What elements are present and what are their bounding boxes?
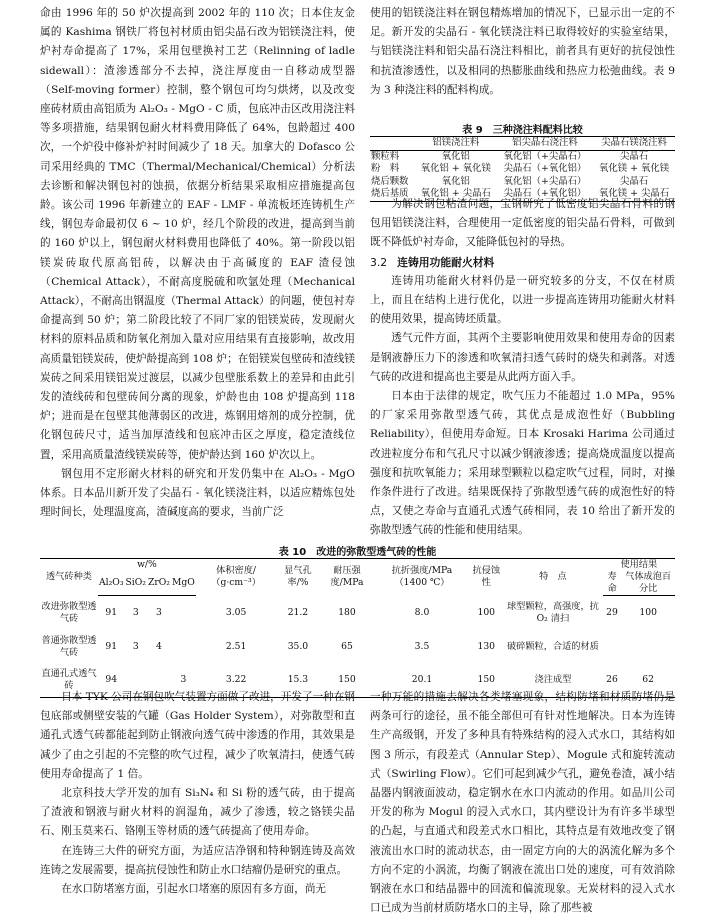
table-cell: 氧化镁 + 氧化镁 [599, 163, 670, 175]
table-header-cell: 耐压强度/MPa [330, 565, 364, 589]
table-cell: 3 [132, 606, 139, 618]
table-cell: 氧化镁 + 尖晶石 [599, 188, 670, 200]
table-cell: 94 [105, 674, 118, 686]
paragraph: 日本由于法律的规定，吹气压力不能超过 1.0 MPa，95% 的厂家采用弥散型透气砖，其优点是成泡性好（Bubbling Reliability），但使用寿命短。日本 Krosaki Harima 公司通过改进粒度分布和气孔尺寸以减少钢液渗透；提高烧成温度以提高强度和抗吹氧能力；采用球型颗粒以稳定吹气过程，同时，对操作条件进行了改进。结果既保持了弥散型透气砖的成泡性好的特点，又使之寿命与直通孔式透气砖相同，表 10 给出了新开发的弥散型透气砖的性能和使用结果。 [370, 390, 675, 537]
table-cell: 氧化铝 [441, 150, 470, 162]
table-cell: 20.1 [411, 674, 433, 686]
table-cell: 3.05 [225, 606, 247, 618]
table-row [370, 163, 675, 176]
table-header-cell: 透气砖种类 [46, 571, 92, 583]
table-cell [171, 596, 196, 630]
table-header-cell: 使用结果 [620, 559, 658, 570]
paragraph: 命由 1996 年的 50 炉次提高到 2002 年的 110 次；日本住友金属的 Kashima 钢铁厂将包衬材质由铝尖晶石改为铝镁浇注料，使炉衬寿命提高了 17%，采用包壁换衬工艺（Relinning of ladle sidewall）：渣渗透部分不去掉，浇注厚度由一自移动成型器（Self-moving former）控制，整个钢包可均匀烘烤，以及改变座砖材质由高铝质为 Al₂O₃ - MgO - C 质，包底冲击区改用浇注料等多项措施，结果钢包耐火材料费用降低了 64%，包龄超过 400 次，一个炉役中修补炉衬时间减少了 18 天。加拿大的 Dofasco 公司采用经典的 TMC（Thermal/Mechanical/Chemical）分析法去诊断和解决钢包衬的蚀损，依据分析结果采取相应措施提高包龄。该公司 1996 年新建立的 EAF - LMF - 单流板坯连铸机生产线，钢包寿命最初仅 6 ~ 10 炉，经几个阶段的改进，提高到当前的 160 炉以上，钢包耐火材料费用也降低了 40%。第一阶段以铝镁炭砖取代原高铝砖，以解决由于高碱度的 EAF 渣侵蚀（Chemical Attack），不耐高度脱硫和吹氩处理（Mechanical Attack），不耐高出钢温度（Thermal Attack）的问题，使包衬寿命提高到 50 炉；第二阶段比较了不同厂家的铝镁炭砖，发现耐火材料的原料品质和防氧化剂加入量对应用结果有直接影响，故改用高质量铝镁炭砖，使炉龄提高到 108 炉；在铝镁炭包壁砖和渣线镁炭砖之间采用镁铝炭过渡层，以减少包壁胀系数上的差异和由此引发的渣线砖和包壁砖间分离的现象，炉龄也由 108 炉提高到 118 炉；进而是在包壁其他薄弱区的改进，炼钢用熔剂的成分控制，优化钢包砖尺寸，适当加厚渣线和包底冲击区之厚度，稳定渣线位置，采用高质量渣线镁炭砖等，使炉龄达到 160 炉次以上。 [40, 7, 355, 461]
table-cell: 直通孔式透气砖 [41, 668, 97, 692]
table-10-caption: 表 10 改进的弥散型透气砖的性能 [278, 547, 437, 558]
table-header-cell: 体积密度/（g·cm⁻³） [211, 565, 261, 589]
table-header-cell: SiO₂ [125, 571, 147, 596]
table-cell: 氧化铝 + 氧化镁 [420, 163, 491, 175]
table-cell: 氧化铝（+尖晶石） [503, 150, 587, 162]
table-cell: 破碎颗粒，合适的材质 [506, 640, 599, 652]
table-cell: 2.51 [225, 640, 247, 652]
table-9 [370, 121, 675, 202]
table-cell: 浇注成型 [534, 674, 572, 686]
table-cell: 3.22 [225, 674, 247, 686]
table-9-caption: 表 9 三种浇注料配料比较 [462, 125, 583, 136]
right-column-bottom [370, 688, 675, 918]
table-row [370, 150, 675, 163]
table-cell: 35.0 [287, 640, 309, 652]
table-10 [40, 543, 675, 698]
paragraph: 在水口防堵塞方面，引起水口堵塞的原因有多方面，尚无 [61, 883, 327, 896]
table-cell: 91 [105, 640, 118, 652]
table-cell: 130 [477, 640, 496, 652]
right-column-top [370, 4, 675, 100]
paragraph: 钢包用不定形耐火材料的研究和开发仍集中在 Al₂O₃ - MgO 体系。日本品川新开发了尖晶石 - 氧化镁浇注料，以适应精炼包处理时间长，处理温度高，渣碱度高的要求，当前广泛 [40, 467, 355, 519]
table-cell: 尖晶石（+氧化铝） [503, 188, 587, 200]
table-header-cell: 寿命 [603, 571, 622, 596]
table-cell: 3 [132, 640, 139, 652]
table-header-cell: 铝尖晶石浇注料 [512, 137, 578, 148]
table-cell: 粉 料 [371, 163, 400, 175]
table-header-cell: 特 点 [539, 571, 567, 583]
table-row [40, 630, 675, 664]
paragraph: 一种万能的措施去解决各类堵塞现象，结构防堵和材质防堵仍是两条可行的途径，虽不能全部但可有针对性地解决。日本为连铸生产高级钢，开发了多种具有特殊结构的浸入式水口，其结构如图 3 所示，有段差式（Annular Step）、Mogule 式和旋转流动式（Swirling Flow）。它们可起到减少气孔，避免卷渣，减小结晶器内钢液面波动，稳定钢水在水口内流动的作用。如品川公司开发的称为 Mogul 的浸入式水口，其内壁设计为有许多半球型的凸起，与直通式和段差式水口相比，其特点是有效地改变了钢液流出水口时的流动状态，由一固定方向的大的涡流化解为多个方向不定的小涡流，均衡了钢液在流出口处的速度，可有效消除钢液在水口和结晶器中的回流和偏流现象。无炭材料的浸入式水口已成为当前材质防堵水口的主导，除了那些被 [370, 691, 675, 915]
table-header-cell: 抗折强度/MPa（1400 ℃） [391, 565, 453, 589]
table-header-row [40, 559, 675, 572]
table-cell: 65 [341, 640, 353, 652]
table-cell: 氧化铝（+尖晶石） [503, 175, 587, 187]
right-column-middle [370, 195, 675, 541]
table-cell: 21.2 [287, 606, 309, 618]
table-header-cell: 显气孔率/% [284, 565, 312, 589]
table-header-row [370, 137, 675, 151]
table-cell: 3.5 [414, 640, 430, 652]
table-header-cell: w/% [137, 559, 157, 570]
table-header-cell: MgO [171, 571, 196, 596]
table-cell: 颗粒料 [371, 150, 400, 162]
table-cell: 烧后颗数 [371, 175, 409, 187]
table-row [40, 596, 675, 630]
paragraph: 为解决钢包粘渣问题，宝钢研究了低密度铝尖晶石骨料的钢包用铝镁浇注料，合理使用一定低密度的铝尖晶石骨料，可做到既不降低炉衬寿命，又能降低包衬的导热。 [370, 198, 675, 249]
table-cell: 氧化铝 + 尖晶石 [420, 188, 491, 200]
table-cell: 4 [156, 640, 162, 652]
paragraph: 连铸用功能耐火材料仍是一研究较多的分支，不仅在材质上，而且在结构上进行优化，以进一步提高连铸用功能耐火材料的使用效果，提高铸坯质量。 [370, 274, 675, 326]
table-header-cell: 气体成泡百分比 [621, 571, 675, 596]
table-cell: 球型颗粒，高强度，抗 O₂ 清扫 [506, 600, 599, 624]
paragraph: 日本 TYK 公司在钢包吹气装置方面做了改进，开发了一种在钢包底部或侧壁安装的气罐（Gas Holder System），对弥散型和直通孔式透气砖都能起到防止钢液向透气砖中渗透的作用，其效果是减少了由之引起的不完整的吹气过程，减少了吹氧清扫，使透气砖使用寿命提高了 1 倍。 [40, 691, 355, 780]
table-cell: 100 [477, 606, 496, 618]
paragraph: 使用的铝镁浇注料在钢包精炼增加的情况下，已显示出一定的不足。新开发的尖晶石 - 氧化镁浇注料已取得较好的实验室结果，与铝镁浇注料和铝尖晶石浇注料相比，前者具有更好的抗侵蚀性和抗渣渗透性，以及相同的热膨胀曲线和热应力松弛曲线。表 9 为 3 种浇注料的配料构成。 [370, 7, 675, 96]
table-cell: 26 [606, 674, 618, 686]
table-10-grid [40, 558, 675, 698]
table-header-cell: 尖晶石镁浇注料 [601, 137, 667, 148]
paragraph: 在连铸三大件的研究方面，为适应洁净钢和特种钢连铸及高效连铸之发展需要，提高抗侵蚀性和防止水口结瘤仍是研究的重点。 [40, 844, 355, 876]
left-column-bottom [40, 688, 355, 899]
table-cell: 普通弥散型透气砖 [41, 634, 97, 658]
table-cell: 62 [642, 674, 654, 686]
table-cell: 180 [338, 606, 356, 618]
table-cell: 3 [156, 606, 162, 618]
table-cell: 3 [180, 674, 187, 686]
table-row [370, 176, 675, 189]
table-9-grid [370, 136, 675, 202]
table-header-cell: Al₂O₃ [98, 571, 124, 596]
table-cell [171, 630, 196, 664]
table-cell: 150 [477, 674, 496, 686]
paragraph: 透气元件方面，其两个主要影响使用效果和使用寿命的因素是钢液静压力下的渗透和吹氧清扫透气砖时的烧失和剥落。对透气砖的改进和提高也主要是从此两方面入手。 [370, 332, 675, 383]
table-cell [603, 630, 622, 664]
section-title: 连铸用功能耐火材料 [397, 255, 495, 269]
table-cell: 15.3 [287, 674, 309, 686]
table-cell: 29 [606, 606, 618, 618]
table-cell: 8.0 [414, 606, 430, 618]
left-column-top [40, 4, 355, 522]
table-cell: 91 [105, 606, 118, 618]
table-cell: 烧后基质 [371, 188, 409, 200]
table-header-cell: 抗侵蚀性 [472, 565, 501, 589]
table-header-cell [370, 137, 415, 151]
table-cell: 尖晶石（+氧化铝） [503, 163, 587, 175]
table-cell [621, 630, 675, 664]
paragraph: 北京科技大学开发的加有 Si₃N₄ 和 Si 粉的透气砖，由于提高了渣液和钢液与耐火材料的润湿角，减少了渗透，较之铬镁尖晶石、刚玉莫来石、铬刚玉等材质的透气砖提高了使用寿命。 [40, 787, 355, 838]
table-cell: 100 [639, 606, 657, 618]
table-header-cell: ZrO₂ [147, 571, 171, 596]
table-cell: 改进弥散型透气砖 [41, 600, 97, 624]
table-cell: 尖晶石 [619, 150, 649, 162]
section-number: 3.2 [370, 255, 388, 269]
table-cell: 150 [338, 674, 356, 686]
section-heading [370, 253, 675, 272]
table-cell: 氧化铝 [441, 175, 470, 187]
table-cell: 尖晶石 [619, 175, 649, 187]
table-header-cell: 铝镁浇注料 [432, 137, 480, 148]
